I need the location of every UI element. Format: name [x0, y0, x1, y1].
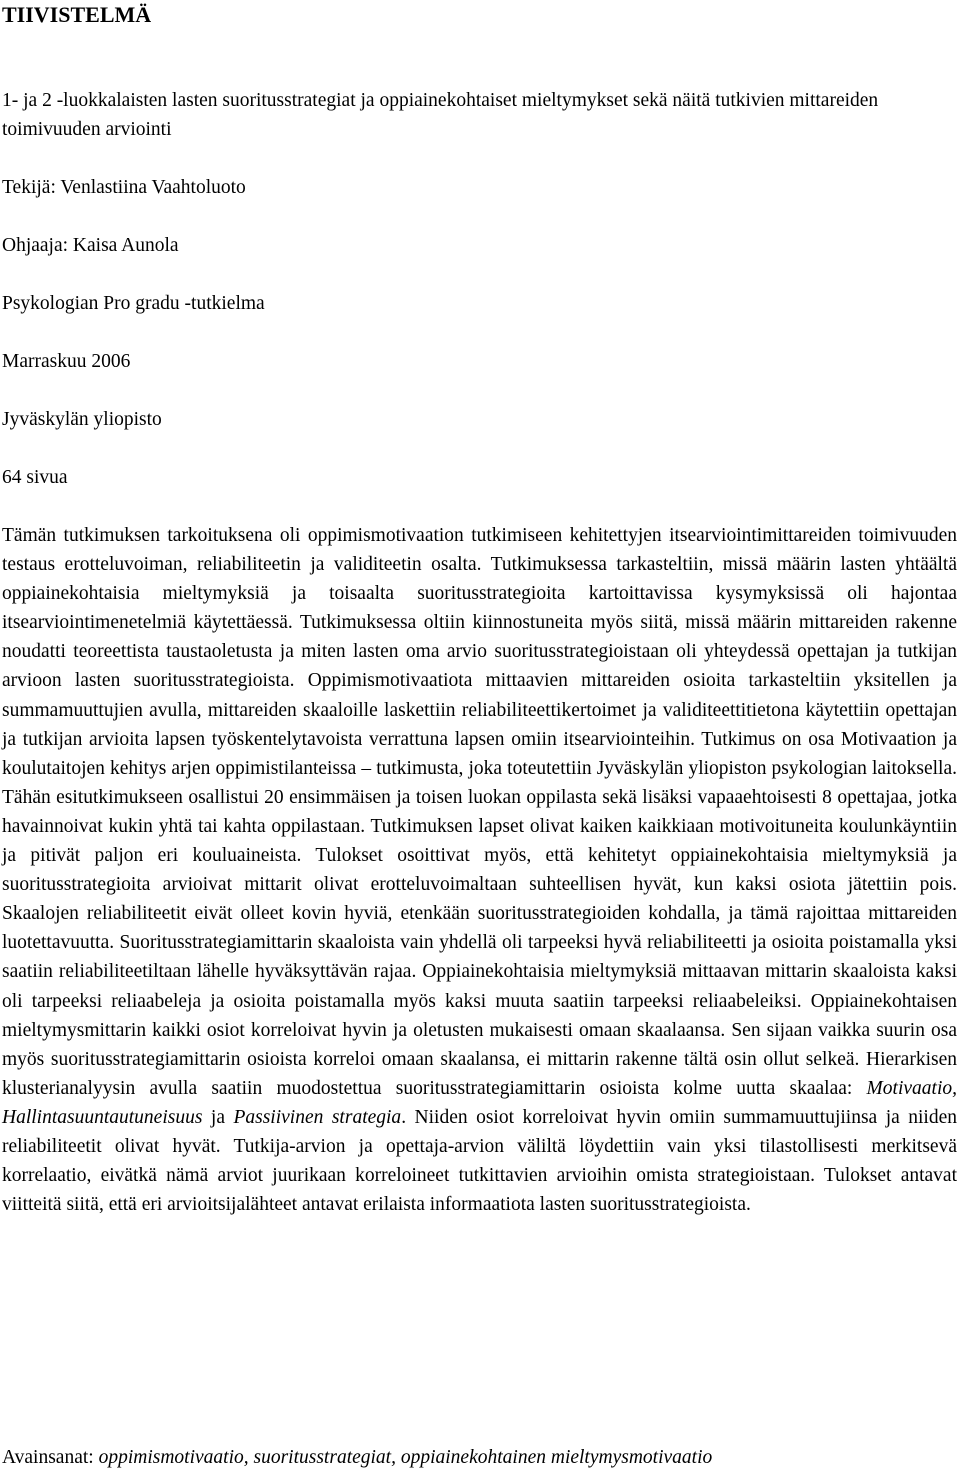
keywords-terms: oppimismotivaatio, suoritusstrategiat, oppiainekohtainen mieltymysmotivaatio [98, 1447, 713, 1468]
thesis-type-line: Psykologian Pro gradu -tutkielma [2, 293, 265, 314]
abstract-text [2, 521, 957, 1219]
abstract-part-2: . Niiden osiot korreloivat hyvin omiin summamuuttujiinsa ja niiden reliabiliteetit olivat hyvät. Tutkija-arvion ja opettaja-arvion väliltä löydettiin vain yksi tilastollisesti merkitsevä korrelaatio, eivätkä nämä arviot juurikaan korreloineet tutkittavien arvioihin omista strategioistaan. Tulokset antavat viitteitä siitä, että eri arvioitsijalähteet antavat erilaista informaatiota lasten suoritusstrategioista. [2, 1106, 957, 1216]
scale-name-hallintasuuntautuneisuus: Hallintasuuntautuneisuus [2, 1106, 203, 1128]
page-count-line: 64 sivua [2, 467, 68, 488]
keywords-line [2, 1443, 712, 1472]
thesis-title: 1- ja 2 -luokkalaisten lasten suoritusstrategiat ja oppiainekohtaiset mieltymykset sekä näitä tutkivien mittareiden toimivuuden arviointi [2, 90, 879, 140]
date-line: Marraskuu 2006 [2, 351, 131, 372]
keywords-label: Avainsanat: [2, 1447, 99, 1468]
abstract-part-1: Tämän tutkimuksen tarkoituksena oli oppimismotivaation tutkimiseen kehitettyjen itsearviointimittareiden toimivuuden testaus erotteluvoiman, reliabiliteetin ja validiteetin osalta. Tutkimuksessa tarkasteltiin, missä määrin lasten yhtäältä oppiainekohtaisia mieltymyksiä ja toisaalta suoritusstrategioita kartoittavissa kysymyksissä oli hajontaa itsearviointimenetelmiä käytettäessä. Tutkimuksessa oltiin kiinnostuneita myös siitä, missä määrin mittareiden rakenne noudatti teoreettista taustaoletusta ja miten lasten oma arvio suoritusstrategioistaan oli yhteydessä opettajan ja tutkijan arvioon lasten suoritusstrategioista. Oppimismotivaatiota mittaavien mittareiden osioita tarkasteltiin yksitellen ja summamuuttujien avulla, mittareiden skaaloille laskettiin reliabiliteettikertoimet ja validiteettitietona käytettiin opettajan ja tutkijan arvioita lapsen työskentelytavoista verrattuna lapsen omiin itsearviointeihin. Tutkimus on osa Motivaation ja koulutaitojen kehitys arjen oppimistilanteissa – tutkimusta, joka toteutettiin Jyväskylän yliopiston psykologian laitoksella. Tähän esitutkimukseen osallistui 20 ensimmäisen ja toisen luokan oppilasta sekä lisäksi vapaaehtoisesti 8 opettajaa, jotka havainnoivat kukin yhtä tai kahta oppilastaan. Tutkimuksen lapset olivat kaiken kaikkiaan motivoituneita koulunkäyntiin ja pitivät paljon eri kouluaineista. Tulokset osoittivat myös, että kehitetyt oppiainekohtaisia mieltymyksiä ja suoritusstrategioita arvioivat mittarit olivat erotteluvoimaltaan suhteellisen hyvät, kun kaksi osiota jätettiin pois. Skaalojen reliabiliteetit eivät olleet kovin hyviä, etenkään suoritusstrategioiden kohdalla, ja tämä rajoittaa mittareiden luotettavuutta. Suoritusstrategiamittarin skaaloista vain yhdellä oli tarpeeksi hyvä reliabiliteetti ja osioita poistamalla yksi saatiin reliabiliteetiltaan lähelle hyväksyttävän rajaa. Oppiainekohtaisia mieltymyksiä mittaavan mittarin skaaloista kaksi oli tarpeeksi reliaabeleja ja osioita poistamalla myös kaksi muuta saatiin tarpeeksi reliaabeleiksi. Oppiainekohtaisen mieltymysmittarin kaikki osiot korreloivat hyvin ja oletusten mukaisesti omaan skaalaansa. Sen sijaan vaikka suurin osa myös suoritusstrategiamittarin osioista korreloi omaan skaalansa, ei mittarin rakenne tältä osin ollut selkeä. Hierarkisen klusterianalyysin avulla saatiin muodostettua suoritusstrategiamittarin osioista kolme uutta skaalaa: [2, 525, 957, 1099]
abstract-conjunction: ja [202, 1106, 234, 1128]
university-line: Jyväskylän yliopisto [2, 409, 162, 430]
author-line: Tekijä: Venlastiina Vaahtoluoto [2, 177, 246, 198]
supervisor-line: Ohjaaja: Kaisa Aunola [2, 235, 179, 256]
page-heading: TIIVISTELMÄ [2, 2, 152, 27]
scale-name-motivaatio: Motivaatio, [866, 1077, 957, 1099]
scale-name-passiivinen-strategia: Passiivinen strategia [233, 1106, 402, 1128]
